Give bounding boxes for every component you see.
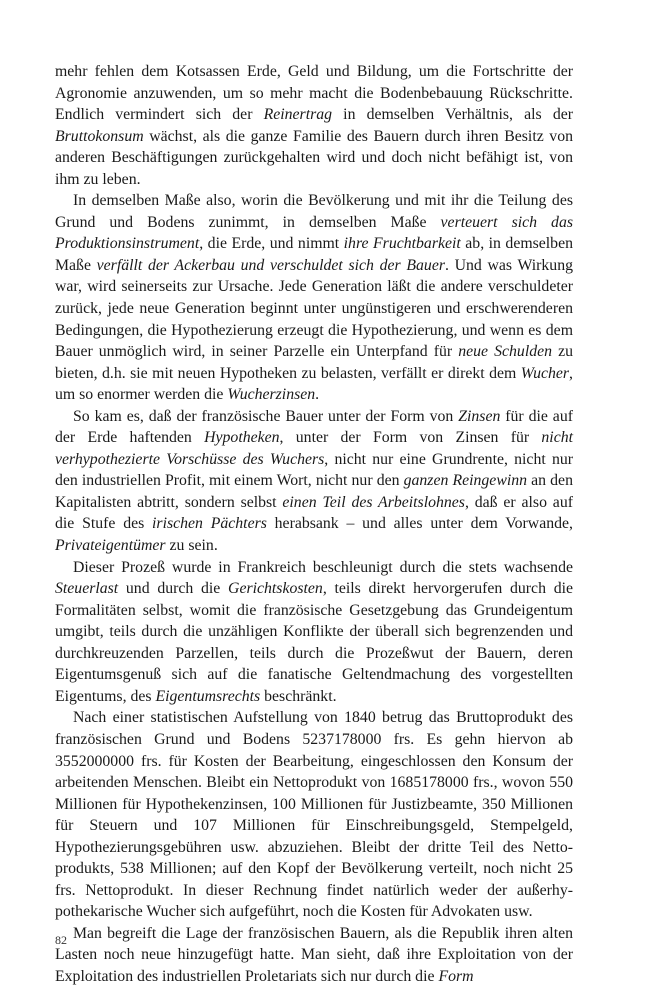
italic-run: verteuert sich das Produktionsinstrument [55, 213, 574, 253]
text-run: zu bieten, d.h. sie mit neuen Hypotheken zu belasten, verfällt er direkt dem [55, 343, 573, 382]
italic-run: Hypotheken [204, 429, 280, 447]
text-run: herabsank – und alles unter dem Vorwande, [266, 515, 573, 533]
text-run: Dieser Prozeß wurde in Frankreich beschleunigt durch die stets wachsende [73, 558, 573, 576]
text-run: , teils direkt hervorgerufen durch die Formalitäten selbst, womit die französische Gesetzgebung das Grundeigentum umgibt, teils durch die unzähligen Konflikte der überall sich begrenzenden und durchkreuzenden Parzellen, teils durch die Prozeßwut der Bauern, deren Eigentumsgenuß sich auf die fanatische Geltendmachung des vorgestellten Eigentums, des [55, 580, 573, 705]
italic-run: irischen Pächters [152, 515, 267, 533]
text-run: Nach einer statistischen Aufstellung von 1840 betrug das Bruttoprodukt des französischen Grund und Bodens 5237178000 frs. Es gehn hiervon ab 3552000000 frs. für Kosten der Bearbeitung, eingeschlossen den Konsum der arbeitenden Menschen. Bleibt ein Nettoprodukt von 1685178000 frs., wovon 550 Millionen für Hypothekenzinsen, 100 Millionen für Justizbeamte, 350 Millionen für Steuern und 107 Millionen für Einschreibungsgeld, Stempelgeld, Hypothezierungsgebühren usw. abzuziehen. Bleibt der dritte Teil des Nettoprodukts, 538 Millionen; auf den Kopf der Bevölkerung verteilt, noch nicht 25 frs. Nettoprodukt. In dieser Rechnung findet natürlich weder der außerhypothekarische Wucher sich aufgeführt, noch die Kosten für Advokaten usw. [55, 709, 573, 921]
text-run: zu sein. [165, 537, 218, 555]
italic-run: ganzen Reingewinn [403, 472, 528, 490]
italic-run: Zinsen [458, 407, 501, 425]
text-run: wächst, als die ganze Familie des Bauern durch ihren Besitz von anderen Beschäftigungen zurückgehalten wird und doch nicht befähigt ist, von ihm zu leben. [55, 127, 573, 188]
text-run: , unter der Form von Zinsen für [279, 429, 542, 447]
italic-run: verfällt der Ackerbau und verschuldet sich der Bauer [96, 256, 445, 274]
text-run: , um so enormer werden die [55, 364, 573, 404]
text-run: . [315, 386, 320, 404]
italic-run: neue Schulden [458, 343, 553, 361]
italic-run: einen Teil des Arbeitslohnes [282, 493, 465, 511]
text-run: beschränkt. [260, 687, 337, 705]
italic-run: Wucher [520, 364, 570, 382]
text-run: , nicht nur eine Grundrente, nicht nur den industriellen Profit, mit einem Wort, nicht nur den [55, 450, 573, 490]
italic-run: Bruttokonsum [55, 127, 144, 145]
text-run: , die Erde, und nimmt [199, 235, 344, 253]
text-run: So kam es, daß der französische Bauer unter der Form von [73, 407, 459, 425]
text-run: Man begreift die Lage der französischen Bauern, als die Republik ihren alten Lasten noch neue hinzugefügt hatte. Man sieht, daß ihre Exploitation von der Exploitation des industriellen Proletariats sich nur durch die [55, 924, 573, 985]
italic-run: nicht verhypothezierte Vorschüsse des Wuchers [55, 429, 573, 468]
body-text [55, 61, 573, 988]
text-run: und durch die [118, 580, 229, 598]
italic-run: Eigentumsrechts [155, 687, 261, 705]
text-run: in demselben Verhältnis, als der [332, 106, 573, 124]
italic-run: ihre Fruchtbarkeit [343, 235, 461, 253]
text-run: ab, in demselben Maße [55, 235, 573, 274]
text-run: an den Kapitalisten abtritt, sondern selbst [55, 472, 573, 511]
text-run: , daß er also auf die Stufe des [55, 493, 573, 533]
paragraph [55, 923, 573, 988]
text-run: . Und was Wirkung war, wird seinerseits zur Ursache. Jede Generation läßt die andere verschuldeter zurück, jede neue Generation beginnt unter ungünstigeren und erschwerenderen Bedingungen, die Hypothezierung erzeugt die Hypothezierung, und wenn es dem Bauer unmöglich wird, in seiner Parzelle ein Unterpfand für [55, 256, 573, 361]
paragraph [55, 190, 573, 405]
text-run: mehr fehlen dem Kotsassen Erde, Geld und Bildung, um die Fortschritte der Agronomie anzuwenden, um so mehr macht die Bodenbebauung Rückschritte. Endlich vermindert sich der [55, 63, 573, 124]
paragraph [55, 557, 573, 708]
italic-run: Privateigentümer [55, 537, 166, 555]
italic-run: Wucherzinsen [227, 386, 316, 404]
page-number: 82 [55, 933, 67, 947]
italic-run: Steuerlast [55, 580, 119, 598]
italic-run: Reinertrag [263, 106, 333, 124]
text-run: für die auf der Erde haftenden [55, 407, 573, 447]
paragraph [55, 707, 573, 922]
paragraph [55, 61, 573, 190]
text-run: In demselben Maße also, worin die Bevölkerung und mit ihr die Teilung des Grund und Bodens zunimmt, in demselben Maße [55, 192, 573, 231]
italic-run: Gerichtskosten [228, 580, 323, 598]
paragraph [55, 406, 573, 557]
italic-run: Form [438, 967, 474, 985]
